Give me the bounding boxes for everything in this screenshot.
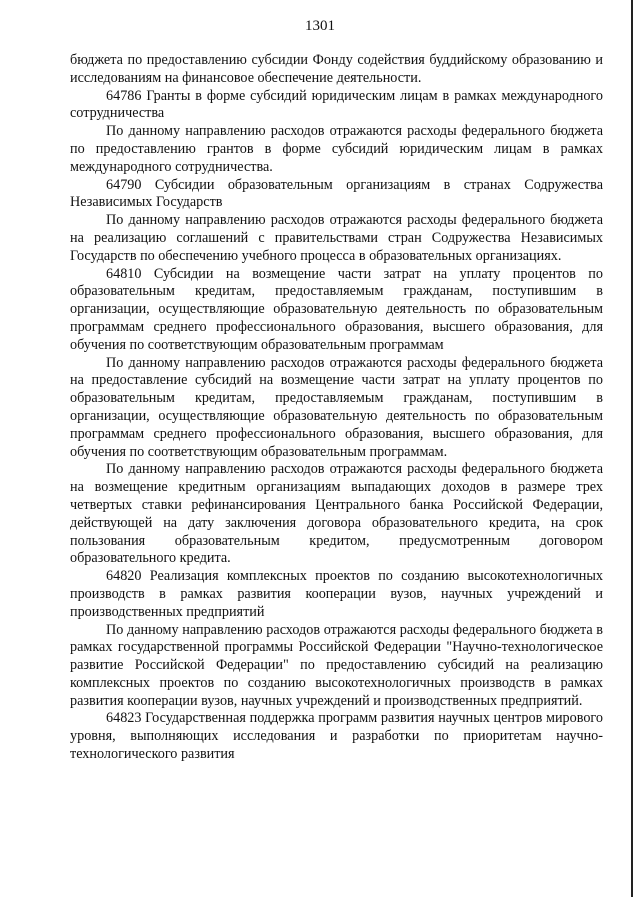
paragraph-64820-description: По данному направлению расходов отражаются расходы федерального бюджета в рамках государственной программы Российской Федерации "Научно-технологическое развитие Российской Федерации" по предоставлению субсидий на реализацию комплексных проектов по созданию высокотехнологичных производств в рамках развития кооперации вузов, научных учреждений и производственных предприятий. [70,621,603,709]
paragraph-64810-description-2: По данному направлению расходов отражаются расходы федерального бюджета на возмещение кредитным организациям выпадающих доходов в размере трех четвертых ставки рефинансирования Центрального банка Российской Федерации, действующей на дату заключения договора образовательного кредита, на срок пользования образовательным кредитом, предусмотренным договором образовательного кредита. [70,461,603,567]
section-heading-64790: 64790 Субсидии образовательным организациям в странах Содружества Независимых Государств [70,176,603,211]
section-heading-64810: 64810 Субсидии на возмещение части затрат на уплату процентов по образовательным кредитам, предоставляемым гражданам, поступившим в организации, осуществляющие образовательную деятельность по образовательным программам среднего профессионального образования, высшего образования, для обучения по соответствующим образовательным программам [70,265,603,353]
paragraph-64786-description: По данному направлению расходов отражаются расходы федерального бюджета по предоставлению грантов в форме субсидий юридическим лицам в рамках международного сотрудничества. [70,123,603,175]
section-heading-64786: 64786 Гранты в форме субсидий юридическим лицам в рамках международного сотрудничества [70,87,603,122]
section-heading-64823: 64823 Государственная поддержка программ развития научных центров мирового уровня, выполняющих исследования и разработки по приоритетам научно-технологического развития [70,710,603,763]
paragraph-64790-description: По данному направлению расходов отражаются расходы федерального бюджета на реализацию соглашений с правительствами стран Содружества Независимых Государств по обеспечению учебного процесса в образовательных организациях. [70,212,603,264]
page-number: 1301 [305,18,335,34]
page-edge-line [631,0,633,897]
paragraph-continuation: бюджета по предоставлению субсидии Фонду содействия буддийскому образованию и исследованиям на финансовое обеспечение деятельности. [70,52,603,86]
section-heading-64820: 64820 Реализация комплексных проектов по созданию высокотехнологичных производств в рамках развития кооперации вузов, научных учреждений и производственных предприятий [70,568,603,620]
document-body [70,52,603,764]
paragraph-64810-description: По данному направлению расходов отражаются расходы федерального бюджета на предоставление субсидий на возмещение части затрат на уплату процентов по образовательным кредитам, предоставляемым гражданам, поступившим в организации, осуществляющие образовательную деятельность по образовательным программам среднего профессионального образования, высшего образования, для обучения по соответствующим образовательным программам. [70,354,603,460]
